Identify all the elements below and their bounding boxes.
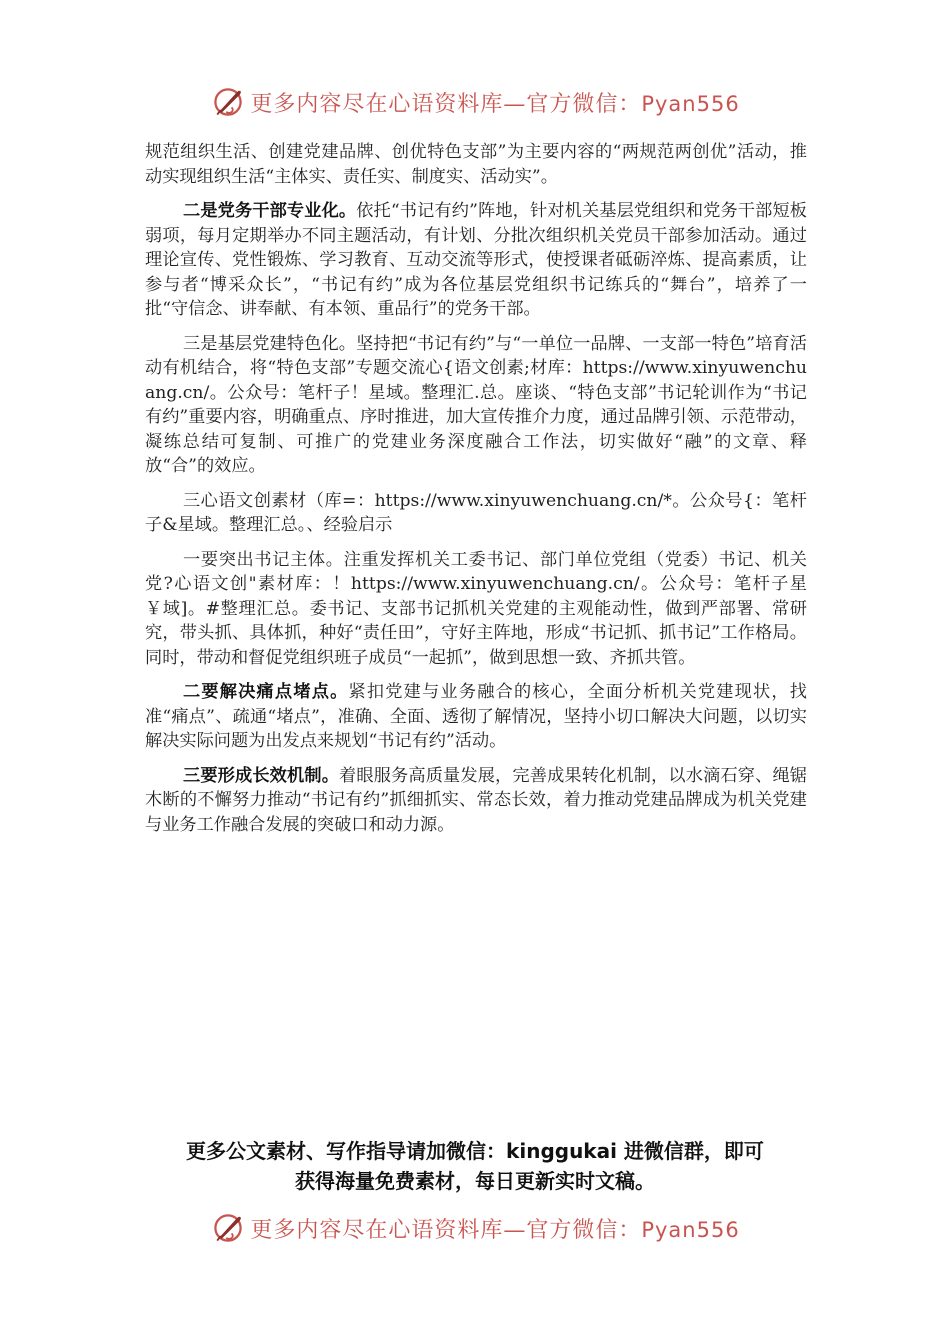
paragraph-7: 三要形成长效机制。着眼服务高质量发展，完善成果转化机制，以水滴石穿、绳锯木断的不懈努力推动“书记有约”抓细抓实、常态长效，着力推动党建品牌成为机关党建与业务工作融合发展的突破口和动力源。 — [145, 765, 807, 835]
document-body — [145, 140, 807, 847]
watermark-banner-top — [0, 82, 950, 122]
quill-logo-icon — [210, 84, 246, 120]
footer-line-1: 更多公文素材、写作指导请加微信：kinggukai 进微信群，即可 — [186, 1139, 764, 1163]
paragraph-3: 三是基层党建特色化。坚持把“书记有约”与“一单位一品牌、一支部一特色”培育活动有机结合，将“特色支部”专题交流心{语文创素;材库：https://www.xinyuwenchuang.cn/。公众号：笔杆子！星域。整理汇.总。座谈、“特色支部”书记轮训作为“书记有约”重要内容，明确重点、序时推进，加大宣传推介力度，通过品牌引领、示范带动，凝练总结可复制、可推广的党建业务深度融合工作法，切实做好“融”的文章、释放“合”的效应。 — [145, 333, 807, 476]
footer-note — [100, 1136, 850, 1196]
watermark-account: Pyan556 — [641, 91, 740, 116]
watermark-text: 更多内容尽在心语资料库—官方微信：Pyan556 — [250, 91, 740, 117]
paragraph-7-lead: 三要形成长效机制。 — [183, 765, 340, 786]
paragraph-1: 规范组织生活、创建党建品牌、创优特色支部”为主要内容的“两规范两创优”活动，推动实现组织生活“主体实、责任实、制度实、活动实”。 — [145, 142, 807, 187]
watermark-banner-bottom — [0, 1208, 950, 1248]
paragraph-2: 二是党务干部专业化。依托“书记有约”阵地，针对机关基层党组织和党务干部短板弱项，每月定期举办不同主题活动，有计划、分批次组织机关党员干部参加活动。通过理论宣传、党性锻炼、学习教育、互动交流等形式，使授课者砥砺淬炼、提高素质，让参与者“博采众长”，“书记有约”成为各位基层党组织书记练兵的“舞台”，培养了一批“守信念、讲奉献、有本领、重品行”的党务干部。 — [145, 201, 807, 319]
paragraph-2-lead: 二是党务干部专业化。 — [183, 201, 357, 221]
watermark-text: 更多内容尽在心语资料库—官方微信：Pyan556 — [250, 1217, 740, 1243]
paragraph-4: 三心语文创素材（库=：https://www.xinyuwenchuang.cn/*。公众号{：笔杆子&星域。整理汇总。、经验启示 — [145, 490, 807, 535]
paragraph-6-lead: 二要解决痛点堵点。 — [183, 682, 349, 702]
paragraph-6: 二要解决痛点堵点。紧扣党建与业务融合的核心，全面分析机关党建现状，找准“痛点”、疏通“堵点”，准确、全面、透彻了解情况，坚持小切口解决大问题，以切实解决实际问题为出发点来规划“书记有约”活动。 — [145, 682, 807, 751]
watermark-account: Pyan556 — [641, 1217, 740, 1242]
footer-line-2: 获得海量免费素材，每日更新实时文稿。 — [295, 1169, 655, 1193]
quill-logo-icon — [210, 1210, 246, 1246]
paragraph-5: 一要突出书记主体。注重发挥机关工委书记、部门单位党组（党委）书记、机关党?心语文创"素材库：！https://www.xinyuwenchuang.cn/。公众号：笔杆子星￥域]。#整理汇总。委书记、支部书记抓机关党建的主观能动性，做到严部署、常研究，带头抓、具体抓，种好“责任田”，守好主阵地，形成“书记抓、抓书记”工作格局。同时，带动和督促党组织班子成员“一起抓”，做到思想一致、齐抓共管。 — [145, 549, 807, 668]
